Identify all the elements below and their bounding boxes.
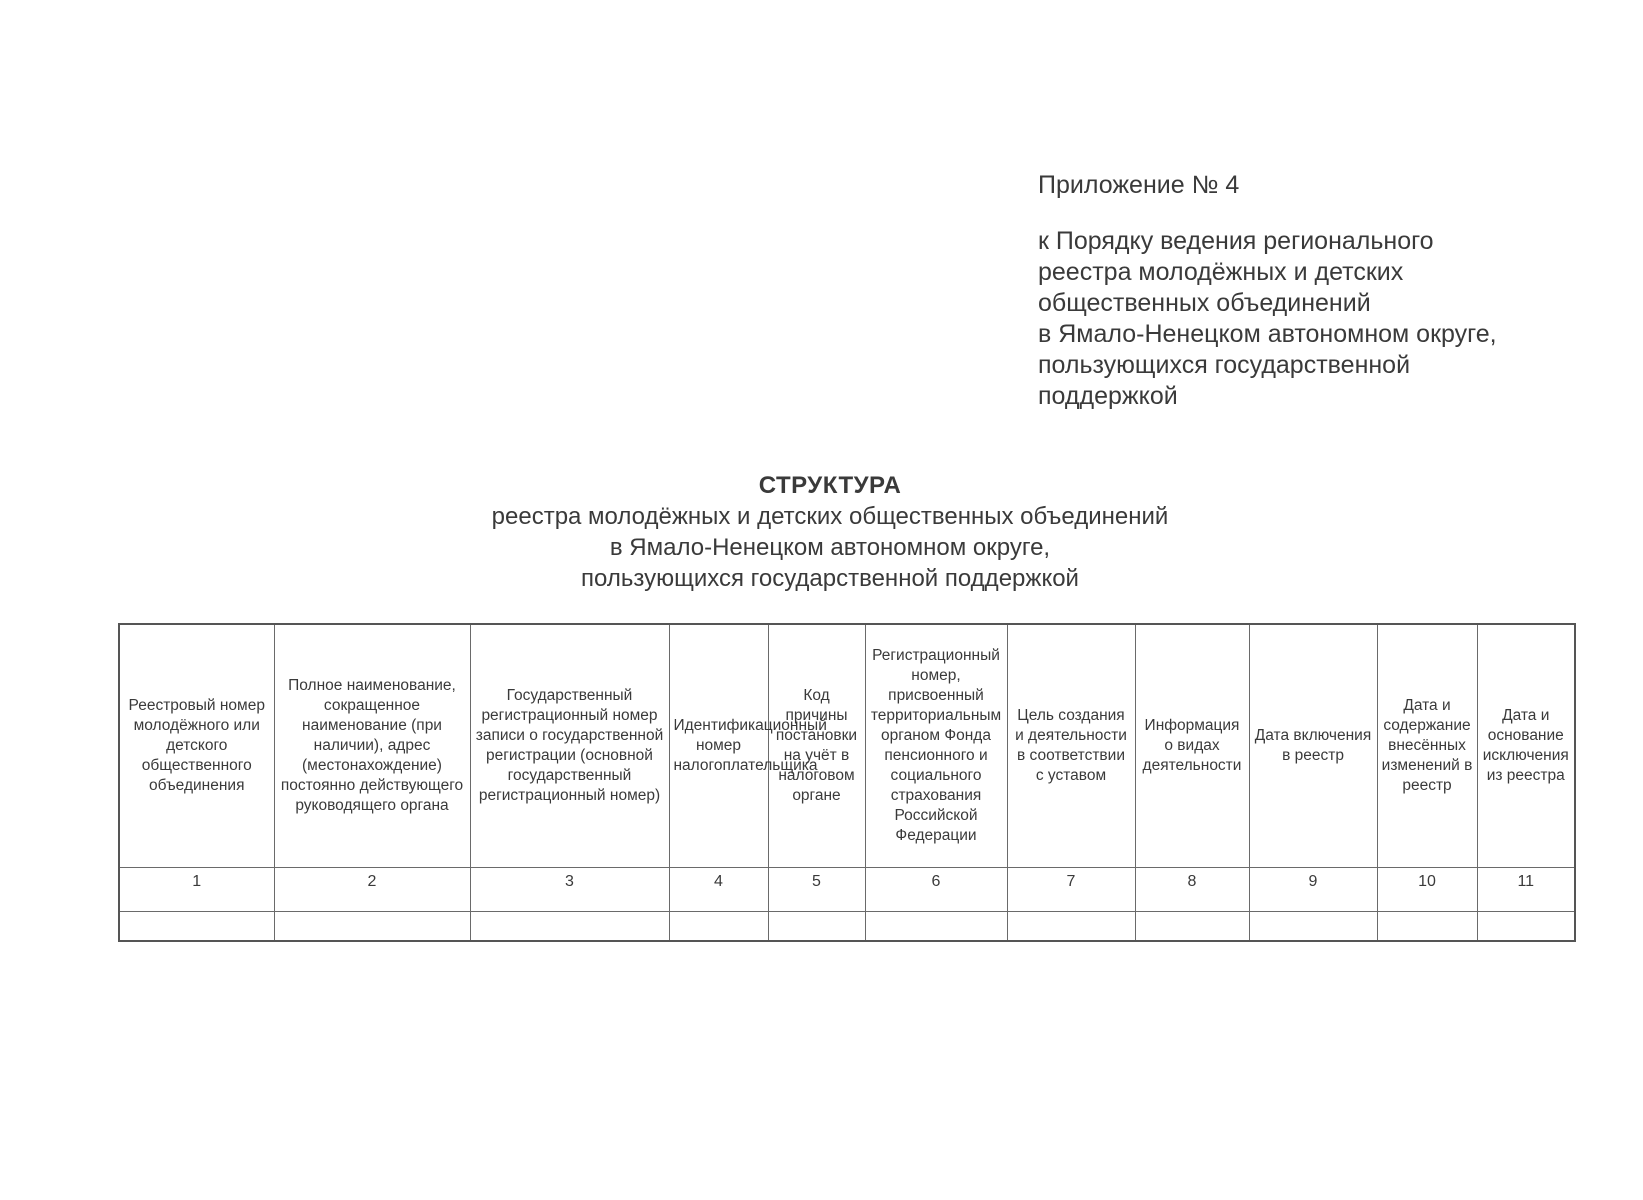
- column-header: Регистрационный номер, присвоенный территориальным органом Фонда пенсионного и социального страхования Российской Федерации: [865, 624, 1007, 868]
- empty-data-row: [119, 912, 1575, 942]
- column-number: 4: [669, 868, 768, 912]
- column-header: Дата и основание исключения из реестра: [1477, 624, 1575, 868]
- title-line: в Ямало-Ненецком автономном округе,: [609, 534, 1051, 561]
- empty-cell: [1249, 912, 1377, 942]
- column-header: Код причины постановки на учёт в налоговом органе: [768, 624, 865, 868]
- appendix-line: к Порядку ведения регионального: [1038, 227, 1434, 255]
- column-number: 10: [1377, 868, 1477, 912]
- column-header: Полное наименование, сокращенное наименование (при наличии), адрес (местонахождение) постоянно действующего руководящего органа: [274, 624, 470, 868]
- appendix-line: пользующихся государственной: [1038, 351, 1411, 379]
- empty-cell: [669, 912, 768, 942]
- column-number: 11: [1477, 868, 1575, 912]
- column-header: Информация о видах деятельности: [1135, 624, 1249, 868]
- column-header: Цель создания и деятельности в соответствии с уставом: [1007, 624, 1135, 868]
- column-number: 9: [1249, 868, 1377, 912]
- empty-cell: [1007, 912, 1135, 942]
- appendix-line: в Ямало-Ненецком автономном округе,: [1038, 320, 1497, 348]
- column-number: 8: [1135, 868, 1249, 912]
- appendix-line: общественных объединений: [1038, 289, 1371, 317]
- appendix-number: Приложение № 4: [1038, 171, 1240, 199]
- column-number: 1: [119, 868, 274, 912]
- column-header: Государственный регистрационный номер записи о государственной регистрации (основной государственный регистрационный номер): [470, 624, 669, 868]
- empty-cell: [274, 912, 470, 942]
- registry-structure-table: [118, 623, 1576, 942]
- empty-cell: [865, 912, 1007, 942]
- column-number: 2: [274, 868, 470, 912]
- column-number: 7: [1007, 868, 1135, 912]
- empty-cell: [1477, 912, 1575, 942]
- column-header: Идентификационный номер налогоплательщика: [669, 624, 768, 868]
- title-heading: СТРУКТУРА: [758, 472, 902, 499]
- column-header: Реестровый номер молодёжного или детского общественного объединения: [119, 624, 274, 868]
- title-line: реестра молодёжных и детских общественных объединений: [491, 503, 1169, 530]
- empty-cell: [768, 912, 865, 942]
- column-number-row: [119, 868, 1575, 912]
- appendix-line: реестра молодёжных и детских: [1038, 258, 1404, 286]
- title-line: пользующихся государственной поддержкой: [581, 565, 1079, 592]
- empty-cell: [1377, 912, 1477, 942]
- column-number: 5: [768, 868, 865, 912]
- table-header-row: [119, 624, 1575, 868]
- empty-cell: [1135, 912, 1249, 942]
- column-number: 3: [470, 868, 669, 912]
- column-header: Дата и содержание внесённых изменений в реестр: [1377, 624, 1477, 868]
- column-header: Дата включения в реестр: [1249, 624, 1377, 868]
- appendix-block: [1038, 170, 1598, 412]
- empty-cell: [119, 912, 274, 942]
- appendix-line: поддержкой: [1038, 382, 1178, 410]
- document-title: [300, 470, 1360, 594]
- empty-cell: [470, 912, 669, 942]
- column-number: 6: [865, 868, 1007, 912]
